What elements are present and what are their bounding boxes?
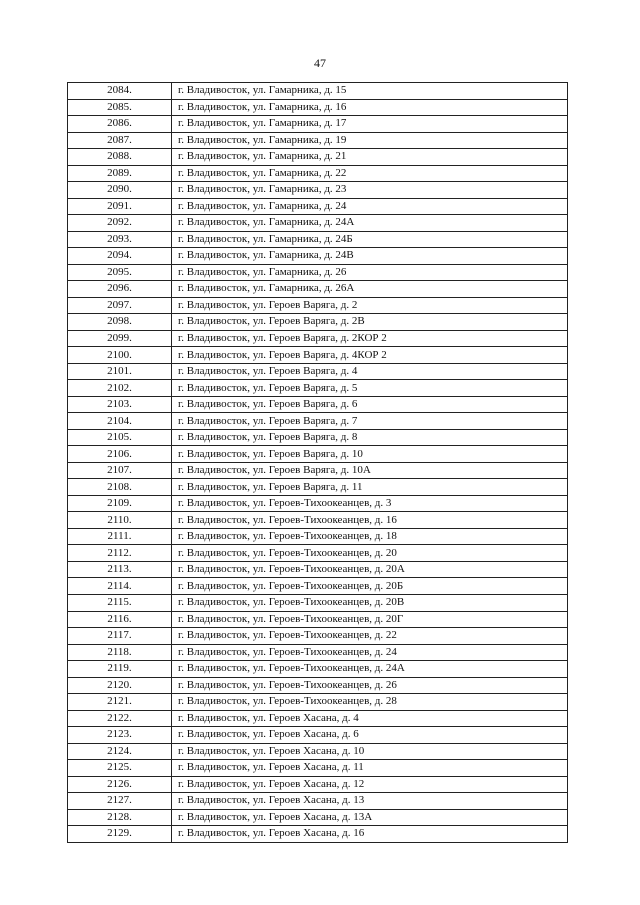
address-table [67,82,568,843]
row-number: 2100. [68,347,172,364]
table-row [68,314,568,331]
table-row [68,479,568,496]
row-address: г. Владивосток, ул. Героев-Тихоокеанцев, д. 20В [172,594,568,611]
table-row [68,297,568,314]
row-address: г. Владивосток, ул. Героев-Тихоокеанцев, д. 28 [172,694,568,711]
row-address: г. Владивосток, ул. Героев Варяга, д. 4 [172,363,568,380]
row-address: г. Владивосток, ул. Героев Варяга, д. 8 [172,429,568,446]
table-row [68,760,568,777]
row-address: г. Владивосток, ул. Героев Хасана, д. 13 [172,793,568,810]
row-number: 2118. [68,644,172,661]
row-address: г. Владивосток, ул. Героев Варяга, д. 2В [172,314,568,331]
row-address: г. Владивосток, ул. Героев-Тихоокеанцев, д. 26 [172,677,568,694]
row-number: 2103. [68,396,172,413]
table-row [68,99,568,116]
table-row [68,462,568,479]
row-address: г. Владивосток, ул. Героев Хасана, д. 6 [172,727,568,744]
row-number: 2109. [68,495,172,512]
row-number: 2105. [68,429,172,446]
row-address: г. Владивосток, ул. Героев Варяга, д. 10 [172,446,568,463]
table-row [68,347,568,364]
row-address: г. Владивосток, ул. Героев-Тихоокеанцев, д. 24 [172,644,568,661]
row-address: г. Владивосток, ул. Героев Варяга, д. 10А [172,462,568,479]
row-number: 2108. [68,479,172,496]
table-row [68,165,568,182]
table-row [68,694,568,711]
row-number: 2126. [68,776,172,793]
row-number: 2094. [68,248,172,265]
table-row [68,380,568,397]
row-number: 2115. [68,594,172,611]
row-address: г. Владивосток, ул. Гамарника, д. 26 [172,264,568,281]
table-row [68,528,568,545]
table-row [68,644,568,661]
table-row [68,677,568,694]
row-number: 2123. [68,727,172,744]
row-address: г. Владивосток, ул. Гамарника, д. 19 [172,132,568,149]
row-address: г. Владивосток, ул. Героев Хасана, д. 4 [172,710,568,727]
table-row [68,776,568,793]
table-row [68,264,568,281]
table-row [68,429,568,446]
row-address: г. Владивосток, ул. Героев-Тихоокеанцев, д. 16 [172,512,568,529]
row-address: г. Владивосток, ул. Гамарника, д. 16 [172,99,568,116]
row-number: 2101. [68,363,172,380]
table-row [68,248,568,265]
row-number: 2117. [68,628,172,645]
row-number: 2119. [68,661,172,678]
row-address: г. Владивосток, ул. Героев-Тихоокеанцев, д. 20Б [172,578,568,595]
table-row [68,727,568,744]
table-row [68,743,568,760]
row-number: 2113. [68,561,172,578]
table-row [68,330,568,347]
table-row [68,826,568,843]
row-number: 2087. [68,132,172,149]
row-number: 2124. [68,743,172,760]
row-number: 2106. [68,446,172,463]
row-address: г. Владивосток, ул. Героев Варяга, д. 5 [172,380,568,397]
row-address: г. Владивосток, ул. Героев Варяга, д. 6 [172,396,568,413]
row-number: 2098. [68,314,172,331]
row-number: 2110. [68,512,172,529]
row-number: 2089. [68,165,172,182]
table-row [68,628,568,645]
table-row [68,132,568,149]
row-address: г. Владивосток, ул. Героев-Тихоокеанцев, д. 3 [172,495,568,512]
row-address: г. Владивосток, ул. Гамарника, д. 24 [172,198,568,215]
table-row [68,83,568,100]
table-row [68,809,568,826]
row-number: 2096. [68,281,172,298]
table-row [68,594,568,611]
row-number: 2093. [68,231,172,248]
table-row [68,363,568,380]
page-number: 47 [314,56,326,70]
row-number: 2120. [68,677,172,694]
row-number: 2085. [68,99,172,116]
table-row [68,215,568,232]
row-address: г. Владивосток, ул. Гамарника, д. 21 [172,149,568,166]
row-number: 2099. [68,330,172,347]
table-row [68,182,568,199]
table-row [68,231,568,248]
row-address: г. Владивосток, ул. Героев Варяга, д. 2 [172,297,568,314]
row-address: г. Владивосток, ул. Гамарника, д. 22 [172,165,568,182]
row-address: г. Владивосток, ул. Героев Варяга, д. 7 [172,413,568,430]
row-address: г. Владивосток, ул. Гамарника, д. 26А [172,281,568,298]
row-address: г. Владивосток, ул. Героев-Тихоокеанцев, д. 20 [172,545,568,562]
table-row [68,149,568,166]
row-address: г. Владивосток, ул. Героев Хасана, д. 11 [172,760,568,777]
table-row [68,545,568,562]
row-number: 2088. [68,149,172,166]
table-row [68,413,568,430]
table-row [68,512,568,529]
table-row [68,710,568,727]
table-row [68,446,568,463]
row-number: 2097. [68,297,172,314]
row-number: 2090. [68,182,172,199]
row-address: г. Владивосток, ул. Гамарника, д. 24А [172,215,568,232]
row-number: 2102. [68,380,172,397]
row-number: 2095. [68,264,172,281]
row-number: 2084. [68,83,172,100]
row-number: 2111. [68,528,172,545]
row-number: 2122. [68,710,172,727]
row-address: г. Владивосток, ул. Героев Варяга, д. 2КОР 2 [172,330,568,347]
table-row [68,116,568,133]
row-number: 2125. [68,760,172,777]
table-row [68,661,568,678]
row-number: 2116. [68,611,172,628]
row-number: 2127. [68,793,172,810]
row-address: г. Владивосток, ул. Гамарника, д. 23 [172,182,568,199]
row-address: г. Владивосток, ул. Героев Варяга, д. 4КОР 2 [172,347,568,364]
row-address: г. Владивосток, ул. Гамарника, д. 17 [172,116,568,133]
row-number: 2114. [68,578,172,595]
row-number: 2104. [68,413,172,430]
row-number: 2092. [68,215,172,232]
row-number: 2112. [68,545,172,562]
address-table-body [68,83,568,843]
row-address: г. Владивосток, ул. Героев-Тихоокеанцев, д. 20Г [172,611,568,628]
table-row [68,281,568,298]
table-row [68,611,568,628]
row-address: г. Владивосток, ул. Героев Хасана, д. 16 [172,826,568,843]
row-address: г. Владивосток, ул. Героев Варяга, д. 11 [172,479,568,496]
row-address: г. Владивосток, ул. Гамарника, д. 24Б [172,231,568,248]
row-number: 2129. [68,826,172,843]
table-row [68,396,568,413]
row-address: г. Владивосток, ул. Героев Хасана, д. 10 [172,743,568,760]
row-number: 2121. [68,694,172,711]
table-row [68,793,568,810]
row-address: г. Владивосток, ул. Героев-Тихоокеанцев, д. 18 [172,528,568,545]
row-number: 2107. [68,462,172,479]
table-row [68,578,568,595]
row-number: 2091. [68,198,172,215]
table-row [68,561,568,578]
row-address: г. Владивосток, ул. Героев-Тихоокеанцев, д. 24А [172,661,568,678]
table-row [68,495,568,512]
row-address: г. Владивосток, ул. Героев-Тихоокеанцев, д. 20А [172,561,568,578]
row-address: г. Владивосток, ул. Гамарника, д. 15 [172,83,568,100]
table-row [68,198,568,215]
row-address: г. Владивосток, ул. Героев-Тихоокеанцев, д. 22 [172,628,568,645]
row-number: 2128. [68,809,172,826]
row-address: г. Владивосток, ул. Героев Хасана, д. 13А [172,809,568,826]
row-address: г. Владивосток, ул. Гамарника, д. 24В [172,248,568,265]
row-address: г. Владивосток, ул. Героев Хасана, д. 12 [172,776,568,793]
row-number: 2086. [68,116,172,133]
